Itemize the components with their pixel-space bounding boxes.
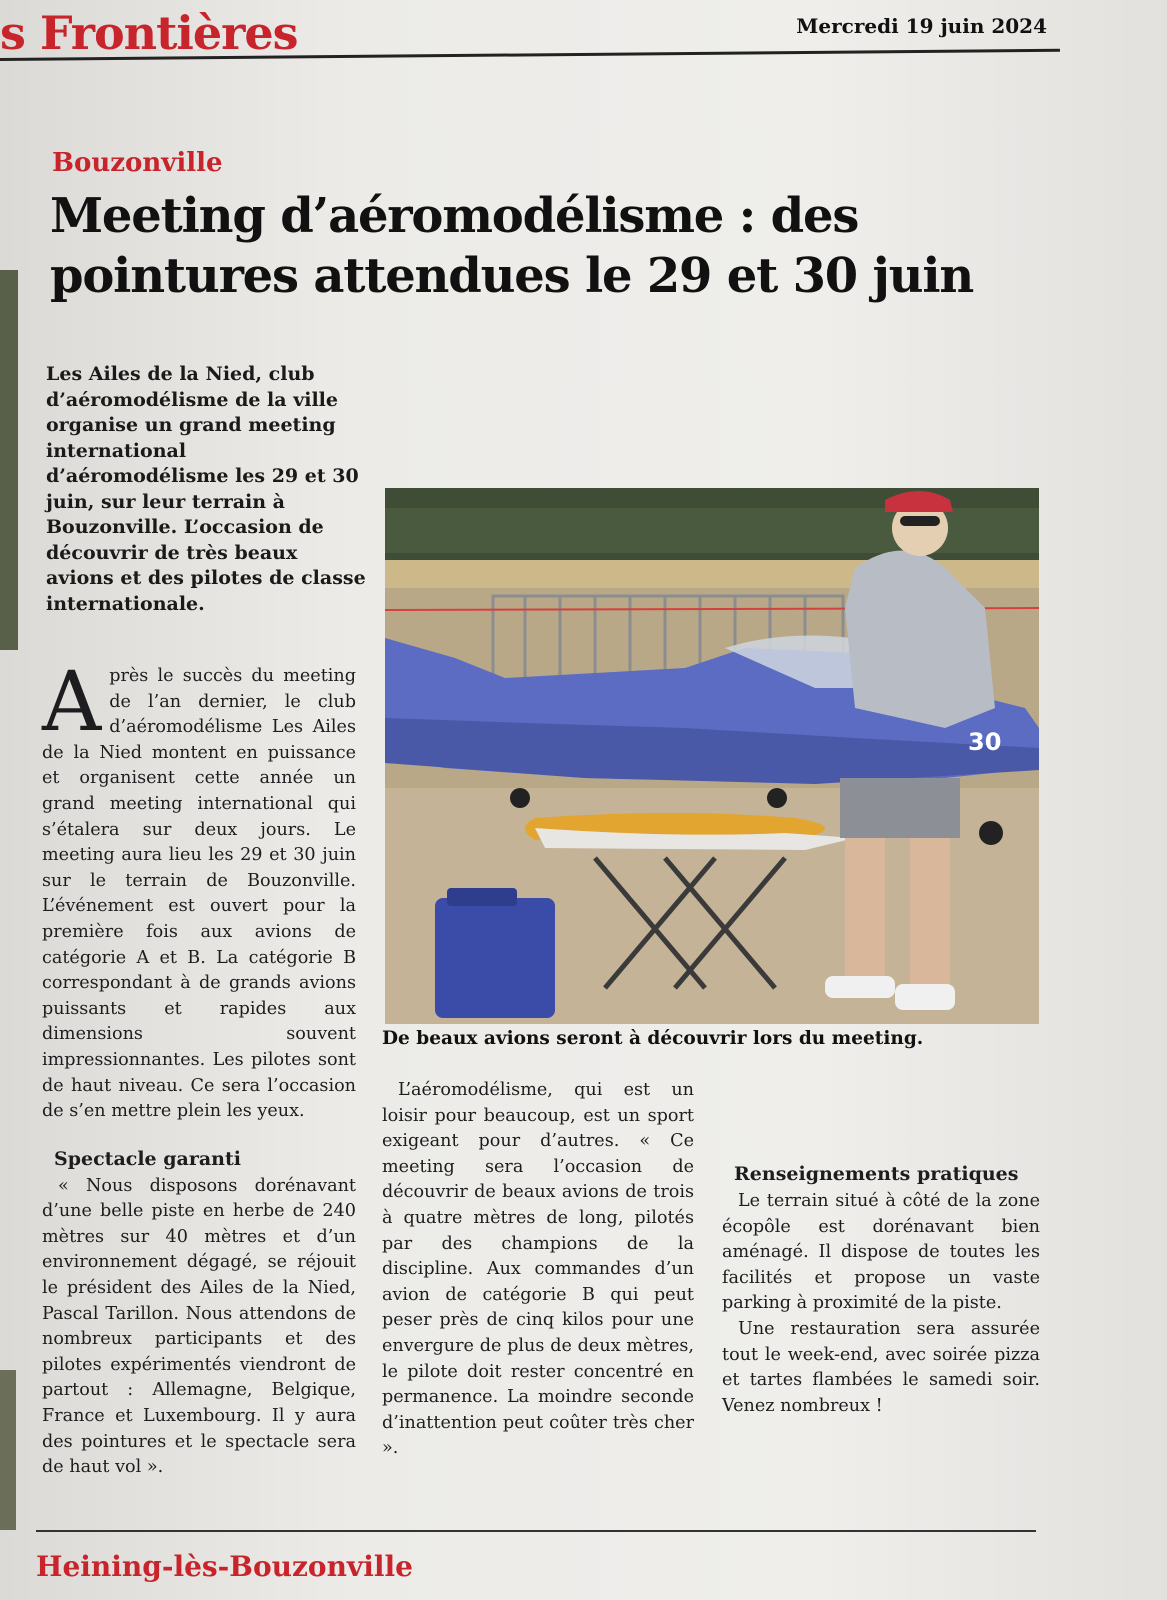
photo-caption: De beaux avions seront à découvrir lors du meeting. (382, 1028, 924, 1049)
paragraph-3: L’aéromodélisme, qui est un loisir pour beaucoup, est un sport exigeant pour d’autres. « Ce meeting sera l’occasion de découvrir de beaux avions de trois à quatre mètres de long, pilotés par des champions de la discipline. Aux commandes d’un avion de catégorie B qui peut peser près de cinq kilos pour une envergure de plus de deux mètres, le pilote doit rester concentré en permanence. La moindre seconde d’inattention peut coûter très cher ». (382, 1080, 694, 1459)
next-article-title: Heining-lès-Bouzonville (36, 1550, 413, 1583)
issue-date: Mercredi 19 juin 2024 (796, 14, 1047, 38)
photo-rc-jet-and-pilot (385, 488, 1039, 1024)
bottom-rule (36, 1530, 1036, 1532)
column-1 (42, 655, 356, 1481)
column-2 (382, 1078, 694, 1490)
paragraph-2: « Nous disposons dorénavant d’une belle piste en herbe de 240 mètres sur 40 mètres et d’un environnement dégagé, se réjouit le président des Ailes de la Nied, Pascal Tarillon. Nous attendons de nombreux participants et des pilotes expérimentés viendront de partout : Allemagne, Belgique, France et Luxembourg. Il y aura des pointures et le spectacle sera de haut vol ». (42, 1175, 356, 1478)
dropcap: A (42, 655, 102, 750)
article-photo (385, 488, 1039, 1024)
column-3 (722, 1082, 1040, 1419)
adjacent-photo-edge (0, 270, 18, 650)
article-lead: Les Ailes de la Nied, club d’aéromodélisme de la ville organise un grand meeting international d’aéromodélisme les 29 et 30 juin, sur leur terrain à Bouzonville. L’occasion de découvrir de très beaux avions et des pilotes de classe internationale. (46, 363, 366, 615)
adjacent-photo-edge-lower (0, 1370, 16, 1530)
section-masthead: s Frontières (0, 6, 298, 60)
aircraft-number: 30 (968, 728, 1002, 756)
subhead-renseignements: Renseignements pratiques (734, 1163, 1019, 1185)
paragraph-1: Après le succès du meeting de l’an dernier, le club d’aéromodélisme Les Ailes de la Nied montent en puissance et organisent cette année un grand meeting international qui s’étalera sur deux jours. Le meeting aura lieu les 29 et 30 juin sur le terrain de Bouzonville. L’événement est ouvert pour la première fois aux avions de catégorie A et B. La catégorie B correspondant à de grands avions puissants et rapides aux dimensions souvent impressionnantes. Les pilotes sont de haut niveau. Ce sera l’occasion de s’en mettre plein les yeux. (42, 655, 356, 1122)
paragraph-4: Le terrain situé à côté de la zone écopôle est dorénavant bien aménagé. Il dispose de toutes les facilités et propose un vaste parking à proximité de la piste. (722, 1191, 1040, 1314)
article-headline: Meeting d’aéromodélisme : des pointures attendues le 29 et 30 juin (50, 188, 974, 304)
subhead-spectacle: Spectacle garanti (54, 1147, 241, 1170)
article-kicker: Bouzonville (52, 148, 223, 178)
paragraph-5: Une restauration sera assurée tout le week-end, avec soirée pizza et tartes flambées le samedi soir. Venez nombreux ! (722, 1318, 1040, 1416)
